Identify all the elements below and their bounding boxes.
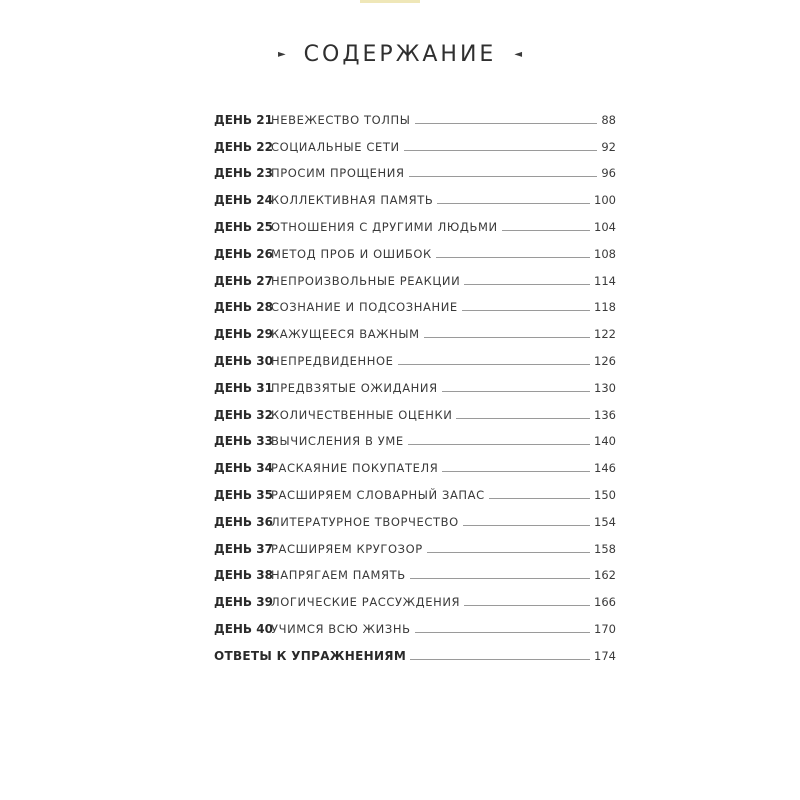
toc-page-number: 130 — [594, 380, 616, 395]
toc-day-label: ДЕНЬ 40 — [214, 621, 273, 636]
toc-entry[interactable] — [214, 234, 616, 261]
toc-day-label: ДЕНЬ 31 — [214, 380, 273, 395]
toc-entry[interactable] — [214, 609, 616, 636]
toc-page-number: 174 — [594, 648, 616, 663]
toc-leader-line — [437, 202, 590, 204]
toc-leader-line — [463, 524, 590, 526]
toc-day-label: ДЕНЬ 25 — [214, 219, 273, 234]
toc-page-number: 122 — [594, 327, 616, 342]
toc-entry[interactable] — [214, 207, 616, 234]
toc-day-label: ДЕНЬ 28 — [214, 300, 273, 315]
toc-leader-line — [409, 175, 598, 177]
toc-entry[interactable] — [214, 529, 616, 556]
toc-day-label: ДЕНЬ 27 — [214, 273, 273, 288]
page-title: СОДЕРЖАНИЕ — [303, 42, 497, 67]
toc-leader-line — [462, 309, 590, 311]
toc-page-number: 136 — [594, 407, 616, 422]
toc-page-number: 114 — [594, 273, 616, 288]
toc-leader-line — [464, 283, 590, 285]
toc-entry[interactable] — [214, 341, 616, 368]
toc-leader-line — [424, 336, 590, 338]
toc-entry[interactable] — [214, 288, 616, 315]
toc-entry[interactable] — [214, 154, 616, 181]
toc-day-label: ДЕНЬ 24 — [214, 193, 273, 208]
right-triangle-icon: ► — [277, 48, 286, 60]
toc-page-number: 140 — [594, 434, 616, 449]
top-edge-mark — [360, 0, 420, 3]
toc-page-number: 100 — [594, 193, 616, 208]
toc-entry[interactable] — [214, 261, 616, 288]
toc-day-label: ДЕНЬ 34 — [214, 461, 273, 476]
contents-heading — [0, 42, 800, 67]
toc-day-label: ДЕНЬ 26 — [214, 246, 273, 261]
toc-leader-line — [442, 390, 590, 392]
toc-leader-line — [456, 417, 590, 419]
toc-page-number: 88 — [601, 112, 616, 127]
toc-topic-title: ОТНОШЕНИЯ С ДРУГИМИ ЛЮДЬМИ — [271, 219, 498, 234]
toc-topic-title: НЕПРЕДВИДЕННОЕ — [271, 353, 394, 368]
toc-page-number: 118 — [594, 300, 616, 315]
toc-entry-answers[interactable] — [214, 636, 616, 663]
toc-topic-title: НЕПРОИЗВОЛЬНЫЕ РЕАКЦИИ — [271, 273, 461, 288]
toc-topic-title: РАСКАЯНИЕ ПОКУПАТЕЛЯ — [271, 461, 439, 476]
toc-leader-line — [408, 443, 590, 445]
toc-entry[interactable] — [214, 180, 616, 207]
toc-page-number: 104 — [594, 219, 616, 234]
toc-leader-line — [464, 604, 590, 606]
toc-page-number: 126 — [594, 353, 616, 368]
toc-leader-line — [398, 363, 591, 365]
toc-leader-line — [410, 658, 590, 660]
toc-entry[interactable] — [214, 127, 616, 154]
toc-day-label: ДЕНЬ 39 — [214, 595, 273, 610]
toc-topic-title: СОЗНАНИЕ И ПОДСОЗНАНИЕ — [271, 300, 458, 315]
toc-leader-line — [415, 631, 590, 633]
toc-page-number: 108 — [594, 246, 616, 261]
toc-entry[interactable] — [214, 502, 616, 529]
toc-topic-title: ЛОГИЧЕСКИЕ РАССУЖДЕНИЯ — [271, 595, 461, 610]
toc-day-label: ДЕНЬ 37 — [214, 541, 273, 556]
toc-topic-title: ПРОСИМ ПРОЩЕНИЯ — [271, 166, 405, 181]
toc-day-label: ДЕНЬ 21 — [214, 112, 273, 127]
toc-entry[interactable] — [214, 395, 616, 422]
toc-day-label: ДЕНЬ 29 — [214, 327, 273, 342]
toc-entry[interactable] — [214, 582, 616, 609]
toc-topic-title: КОЛИЧЕСТВЕННЫЕ ОЦЕНКИ — [271, 407, 453, 422]
toc-topic-title: НЕВЕЖЕСТВО ТОЛПЫ — [271, 112, 411, 127]
toc-topic-title: УЧИМСЯ ВСЮ ЖИЗНЬ — [271, 621, 411, 636]
toc-page-number: 166 — [594, 595, 616, 610]
toc-page-number: 92 — [601, 139, 616, 154]
toc-leader-line — [442, 470, 590, 472]
toc-topic-title: ВЫЧИСЛЕНИЯ В УМЕ — [271, 434, 404, 449]
toc-entry[interactable] — [214, 368, 616, 395]
toc-entry[interactable] — [214, 475, 616, 502]
toc-page-number: 150 — [594, 487, 616, 502]
toc-day-label: ДЕНЬ 32 — [214, 407, 273, 422]
toc-leader-line — [436, 256, 590, 258]
toc-topic-title: ЛИТЕРАТУРНОЕ ТВОРЧЕСТВО — [271, 514, 459, 529]
toc-page-number: 162 — [594, 568, 616, 583]
toc-topic-title: КАЖУЩЕЕСЯ ВАЖНЫМ — [271, 327, 420, 342]
toc-leader-line — [404, 149, 598, 151]
toc-day-label: ДЕНЬ 38 — [214, 568, 273, 583]
toc-day-label: ДЕНЬ 30 — [214, 353, 273, 368]
toc-leader-line — [410, 577, 590, 579]
toc-page-number: 96 — [601, 166, 616, 181]
toc-topic-title: НАПРЯГАЕМ ПАМЯТЬ — [271, 568, 406, 583]
toc-page-number: 154 — [594, 514, 616, 529]
toc-day-label: ДЕНЬ 35 — [214, 487, 273, 502]
toc-topic-title: РАСШИРЯЕМ СЛОВАРНЫЙ ЗАПАС — [271, 487, 485, 502]
toc-leader-line — [427, 551, 590, 553]
table-of-contents — [214, 100, 616, 663]
toc-page-number: 146 — [594, 461, 616, 476]
toc-day-label: ДЕНЬ 36 — [214, 514, 273, 529]
toc-entry[interactable] — [214, 100, 616, 127]
toc-leader-line — [489, 497, 590, 499]
toc-entry[interactable] — [214, 448, 616, 475]
toc-topic-title: КОЛЛЕКТИВНАЯ ПАМЯТЬ — [271, 193, 434, 208]
toc-topic-title: РАСШИРЯЕМ КРУГОЗОР — [271, 541, 423, 556]
toc-entry[interactable] — [214, 314, 616, 341]
toc-topic-title: МЕТОД ПРОБ И ОШИБОК — [271, 246, 432, 261]
toc-page-number: 170 — [594, 621, 616, 636]
toc-entry[interactable] — [214, 422, 616, 449]
toc-day-label: ДЕНЬ 22 — [214, 139, 273, 154]
left-triangle-icon: ◄ — [514, 48, 523, 60]
toc-leader-line — [415, 122, 598, 124]
toc-day-label: ДЕНЬ 33 — [214, 434, 273, 449]
toc-topic-title: ПРЕДВЗЯТЫЕ ОЖИДАНИЯ — [271, 380, 438, 395]
toc-day-label: ДЕНЬ 23 — [214, 166, 273, 181]
toc-page-number: 158 — [594, 541, 616, 556]
toc-answers-label: ОТВЕТЫ К УПРАЖНЕНИЯМ — [214, 648, 407, 663]
toc-entry[interactable] — [214, 556, 616, 583]
toc-leader-line — [502, 229, 590, 231]
toc-topic-title: СОЦИАЛЬНЫЕ СЕТИ — [271, 139, 400, 154]
